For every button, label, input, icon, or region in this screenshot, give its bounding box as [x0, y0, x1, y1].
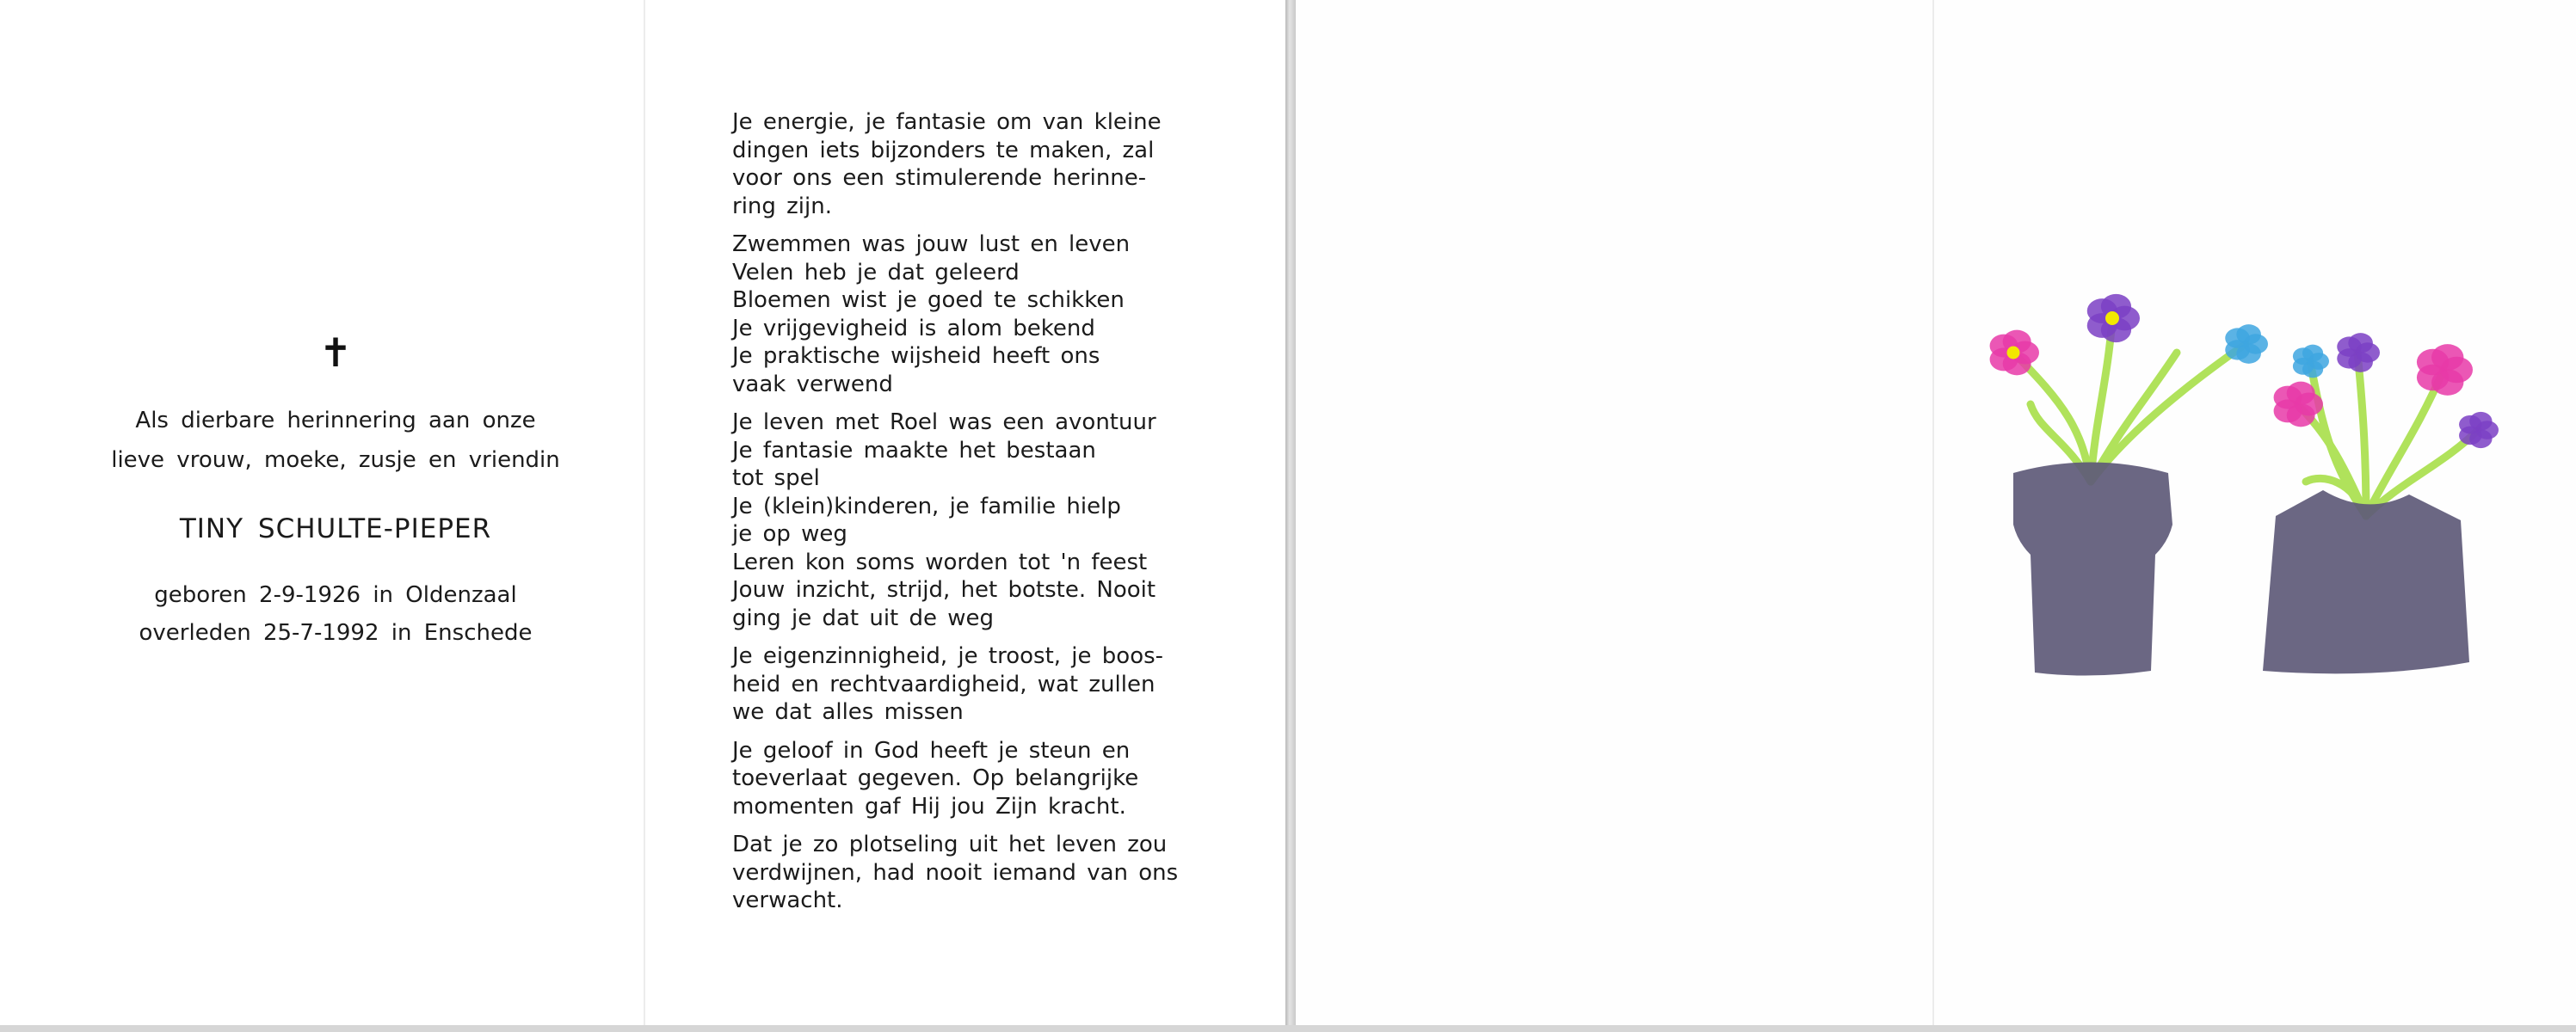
- poem-line: Je praktische wijsheid heeft ons: [732, 343, 1100, 369]
- stem: [2366, 370, 2444, 516]
- poem-line: ring zijn.: [732, 193, 832, 219]
- poem-line: Dat je zo plotseling uit het leven zou: [732, 832, 1168, 857]
- poem-line: ging je dat uit de weg: [732, 605, 995, 631]
- poem-line: Je energie, je fantasie om van kleine: [732, 109, 1162, 135]
- poem-stanza: [732, 408, 1201, 632]
- poem-line: Je eigenzinnigheid, je troost, je boos-: [732, 643, 1164, 669]
- flower-pot: [2263, 490, 2469, 673]
- flower-pot: [2013, 463, 2172, 676]
- poem-line: Je (klein)kinderen, je familie hielp: [732, 493, 1121, 519]
- flower-bloom: [2459, 412, 2499, 448]
- deceased-name: TINY SCHULTE-PIEPER: [179, 513, 492, 544]
- poem-line: momenten gaf Hij jou Zijn kracht.: [732, 793, 1126, 820]
- poem-stanza: [732, 831, 1201, 915]
- poem-line: Velen heb je dat geleerd: [732, 259, 1020, 286]
- poem-stanza: [732, 108, 1201, 220]
- birth-line: geboren 2-9-1926 in Oldenzaal: [154, 582, 517, 608]
- card-inner-left: [0, 0, 1285, 1025]
- intro-line: Als dierbare herinnering aan onze: [135, 408, 536, 433]
- life-dates: [69, 576, 602, 652]
- poem-line: dingen iets bijzonders te maken, zal: [732, 137, 1155, 163]
- poem-line: Je vrijgevigheid is alom bekend: [732, 315, 1095, 341]
- memorial-poem: [732, 108, 1201, 925]
- flower-bloom: [2417, 344, 2473, 396]
- poem-line: Leren kon soms worden tot 'n feest: [732, 549, 1148, 575]
- flower-bloom: [2225, 324, 2268, 364]
- flower-pots-drawing-icon: [1962, 258, 2530, 688]
- poem-line: voor ons een stimulerende herinne-: [732, 165, 1147, 191]
- intro-line: lieve vrouw, moeke, zusje en vriendin: [111, 447, 560, 473]
- poem-stanza: [732, 230, 1201, 398]
- poem-line: Jouw inzicht, strijd, het botste. Nooit: [732, 577, 1156, 603]
- poem-line: heid en rechtvaardigheid, wat zullen: [732, 671, 1156, 697]
- fold-line: [644, 0, 645, 1025]
- poem-line: Bloemen wist je goed te schikken: [732, 287, 1125, 313]
- poem-stanza: [732, 642, 1201, 727]
- poem-line: verdwijnen, had nooit iemand van ons: [732, 859, 1179, 886]
- poem-line: Je geloof in God heeft je steun en: [732, 737, 1131, 764]
- scan-edge: [0, 1025, 2576, 1032]
- death-line: overleden 25-7-1992 in Enschede: [139, 620, 533, 646]
- poem-line: verwacht.: [732, 888, 843, 913]
- poem-line: Zwemmen was jouw lust en leven: [732, 231, 1131, 257]
- fold-line: [1932, 0, 1934, 1025]
- poem-line: Je leven met Roel was een avontuur: [732, 409, 1156, 435]
- card-spine: [1285, 0, 1296, 1032]
- poem-line: we dat alles missen: [732, 699, 964, 725]
- poem-line: je op weg: [732, 521, 847, 547]
- flower-bloom: [2087, 294, 2140, 342]
- flower-bloom: [2337, 333, 2380, 372]
- poem-stanza: [732, 737, 1201, 821]
- poem-line: toeverlaat gegeven. Op belangrijke: [732, 765, 1139, 791]
- poem-line: tot spel: [732, 465, 820, 491]
- memorial-intro: [69, 401, 602, 480]
- poem-line: vaak verwend: [732, 371, 893, 397]
- flower-bloom: [2293, 345, 2329, 378]
- poem-line: Je fantasie maakte het bestaan: [732, 437, 1096, 464]
- cross-icon: ✝: [318, 329, 353, 376]
